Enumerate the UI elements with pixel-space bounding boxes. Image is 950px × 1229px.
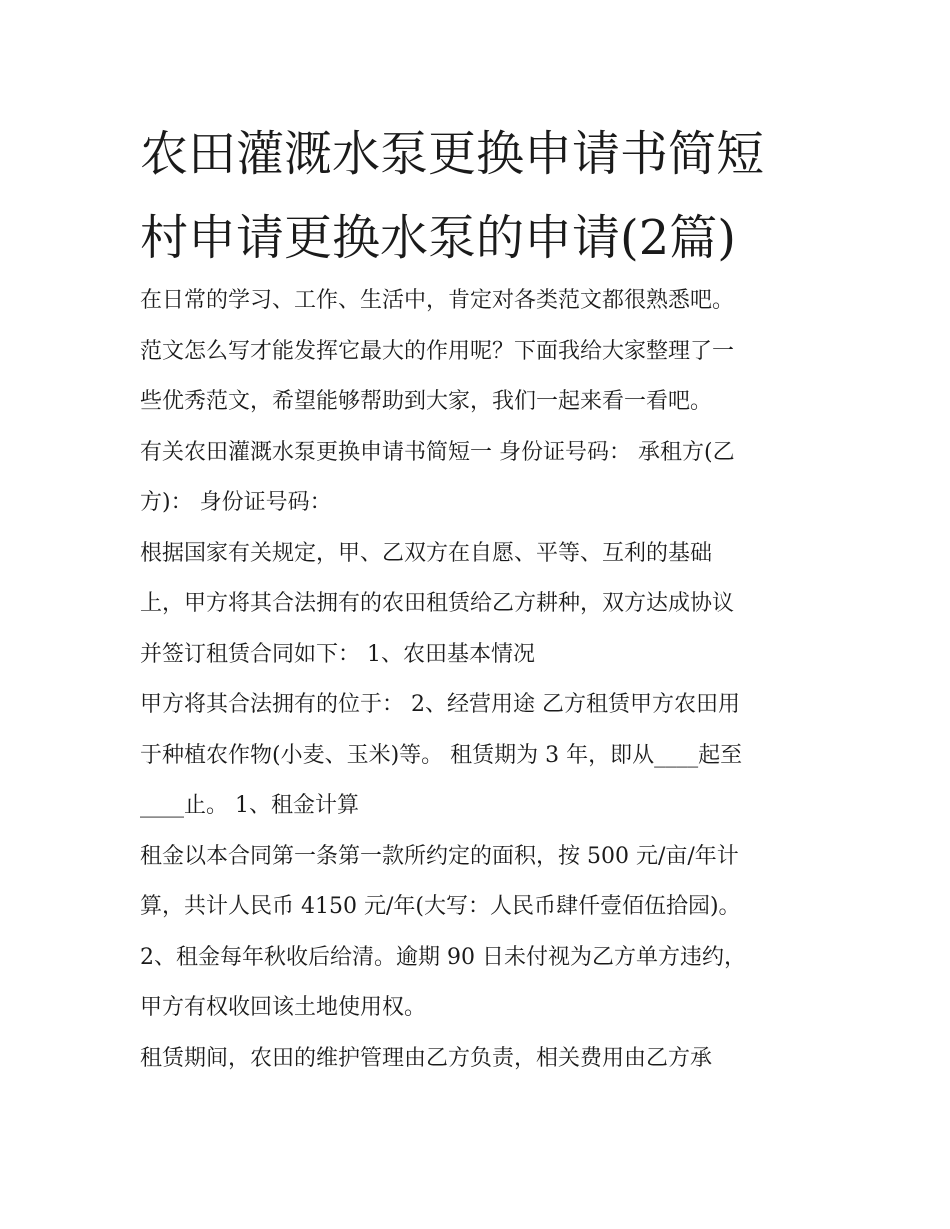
text-line: 2、租金每年秋收后给清。逾期 90 日未付视为乙方单方违约， [140,944,746,970]
text-line: ____止。 1、租金计算 [140,793,359,818]
paragraph-intro [140,276,830,428]
text-line: 甲方将其合法拥有的位于： 2、经营用途 乙方租赁甲方农田用 [140,692,740,717]
text-line: 些优秀范文，希望能够帮助到大家，我们一起来看一看吧。 [140,389,713,414]
paragraph-usage [140,680,830,832]
paragraph-parties [140,428,830,529]
text-line: 范文怎么写才能发挥它最大的作用呢？下面我给大家整理了一 [140,338,735,364]
text-line: 算，共计人民币 4150 元/年(大写：人民币肆仟壹佰伍拾园)。 [140,894,741,919]
text-line: 并签订租赁合同如下： 1、农田基本情况 [140,641,535,667]
text-line: 根据国家有关规定，甲、乙双方在自愿、平等、互利的基础 [140,540,713,566]
text-line: 于种植农作物(小麦、玉米)等。 租赁期为 3 年，即从____起至 [140,742,743,768]
text-line: 租金以本合同第一条第一款所约定的面积，按 500 元/亩/年计 [140,843,739,869]
text-line: 在日常的学习、工作、生活中，肯定对各类范文都很熟悉吧。 [140,288,735,313]
paragraph-rent [140,832,830,1034]
text-line: 有关农田灌溉水泵更换申请书简短一 身份证号码： 承租方(乙 [140,439,735,465]
document-body [140,276,830,1084]
text-line: 甲方有权收回该土地使用权。 [140,995,427,1020]
title-line: 农田灌溉水泵更换申请书简短 [140,126,765,182]
text-line: 上，甲方将其合法拥有的农田租赁给乙方耕种，双方达成协议 [140,591,735,616]
paragraph-maintenance [140,1034,830,1085]
document-title [140,112,840,280]
title-line: 村申请更换水泵的申请(2篇) [140,210,736,266]
paragraph-basis [140,529,830,681]
text-line: 租赁期间，农田的维护管理由乙方负责，相关费用由乙方承 [140,1045,713,1071]
text-line: 方)： 身份证号码： [140,490,332,515]
